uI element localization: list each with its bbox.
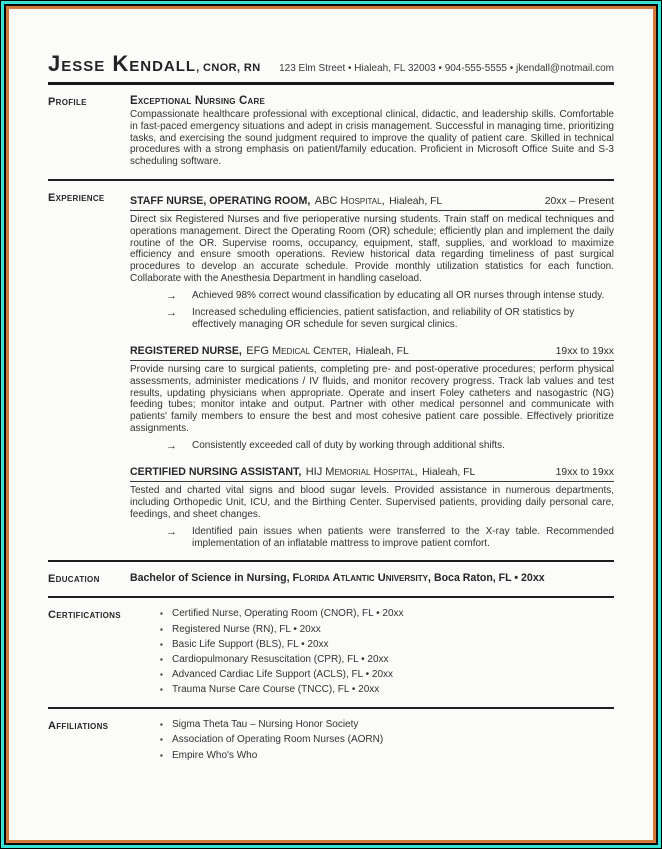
job-location: Hialeah, FL xyxy=(422,467,476,479)
frame-orange-border xyxy=(6,6,656,843)
affiliations-list xyxy=(160,719,614,762)
affiliation-text: Sigma Theta Tau – Nursing Honor Society xyxy=(172,719,359,731)
job-title: STAFF NURSE, OPERATING ROOM, xyxy=(130,194,311,207)
square-bullet-icon: ▪ xyxy=(160,654,163,664)
job-company: ABC Hospital, xyxy=(314,194,385,207)
job-entry xyxy=(130,341,614,452)
achievement-item xyxy=(166,526,614,550)
name-block xyxy=(48,51,261,77)
section-experience xyxy=(48,181,614,560)
achievement-text: Achieved 98% correct wound classification by educating all OR nurses through intense study. xyxy=(192,289,605,301)
affiliations-label: Affiliations xyxy=(48,720,109,733)
certifications-list xyxy=(160,608,614,696)
square-bullet-icon: ▪ xyxy=(160,669,163,679)
job-description: Provide nursing care to surgical patients, completing pre- and post-operative procedures; perform physical assessments, administer medications / IV fluids, and monitor recovery progress. Track lab values and test results, updating physicians when appropriate. Operate and insert Foley catheters and nasogastric (NG) feeding tubes; monitor intake and output. Partner with other medical personnel and communicate with patients' family members to ensure the best and most cohesive patient care possible. Effectively prioritize assignments. xyxy=(130,364,614,434)
certifications-label: Certifications xyxy=(48,609,121,622)
job-entry xyxy=(130,191,614,331)
square-bullet-icon: ▪ xyxy=(160,750,163,760)
arrow-bullet-icon: → xyxy=(166,289,177,302)
frame-black-border xyxy=(4,4,658,845)
resume-page xyxy=(9,9,653,840)
profile-body: Compassionate healthcare professional with exceptional clinical, didactic, and leadership skills. Comfortable in fast-paced emergency situations and adept in crisis management. Successful in managing time, prioritizing tasks, and exercising the sound judgment required to improve the quality of patient care. Skilled in technical procedures with a strong emphasis on patient/family education. Proficient in Microsoft Office Suite and S-3 scheduling software. xyxy=(130,109,614,168)
job-location: Hialeah, FL xyxy=(389,195,443,207)
arrow-bullet-icon: → xyxy=(166,307,177,320)
affiliations-content xyxy=(130,719,614,762)
education-content xyxy=(130,572,614,585)
contact-info: 123 Elm Street • Hialeah, FL 32003 • 904-555-5555 • jkendall@notmail.com xyxy=(279,63,614,74)
candidate-name: Jesse Kendall xyxy=(48,51,197,76)
affiliation-text: Empire Who's Who xyxy=(172,749,258,761)
section-education xyxy=(48,562,614,596)
list-item xyxy=(160,654,614,667)
affiliation-text: Association of Operating Room Nurses (AORN) xyxy=(172,734,384,746)
square-bullet-icon: ▪ xyxy=(160,720,163,730)
resume-header xyxy=(48,51,614,77)
certification-text: Basic Life Support (BLS), FL • 20xx xyxy=(172,638,329,650)
job-description: Direct six Registered Nurses and five perioperative nursing students. Train staff on medical techniques and operations management. Direct the Operating Room (OR) schedule; efficiently plan and implement the daily routine of the OR. Supervise rooms, occupancy, equipment, staff, supplies, and workload to maximize efficiency and ensure smooth operations. Review historical data regarding timeliness of past surgical procedures to develop an accurate schedule. Provide monthly utilization statistics for each function. Collaborate with the Anesthesia Department in handling caseload. xyxy=(130,213,614,284)
list-item xyxy=(160,684,614,697)
achievement-item xyxy=(166,440,614,453)
job-company: EFG Medical Center, xyxy=(246,345,352,357)
experience-content xyxy=(130,191,614,549)
frame-cyan-border xyxy=(1,1,661,848)
achievement-text: Increased scheduling efficiencies, patient satisfaction, and reliability of OR statistics by effectively managing OR schedule for seven surgical clinics. xyxy=(192,307,575,331)
list-item xyxy=(160,639,614,652)
job-company: HIJ Memorial Hospital, xyxy=(305,466,418,479)
achievement-item xyxy=(166,307,614,331)
job-location: Hialeah, FL xyxy=(355,346,409,357)
job-title: CERTIFIED NURSING ASSISTANT, xyxy=(130,466,302,479)
candidate-credentials: , CNOR, RN xyxy=(196,62,261,74)
education-detail: Boca Raton, FL • 20xx xyxy=(433,572,545,585)
education-label: Education xyxy=(48,573,100,586)
list-item xyxy=(160,669,614,682)
certification-text: Registered Nurse (RN), FL • 20xx xyxy=(172,623,321,635)
profile-label: Profile xyxy=(48,96,87,108)
job-heading xyxy=(130,462,614,482)
list-item xyxy=(160,734,614,747)
job-heading-left xyxy=(130,341,409,359)
education-degree: Bachelor of Science in Nursing, xyxy=(130,572,290,585)
profile-content xyxy=(130,95,614,168)
achievement-text: Identified pain issues when patients were transferred to the X-ray table. Recommended implementation of an inflatable mattress to improve patient comfort. xyxy=(192,525,614,549)
list-item xyxy=(160,624,614,637)
certification-text: Trauma Nurse Care Course (TNCC), FL • 20xx xyxy=(172,683,380,695)
job-heading-left xyxy=(130,191,442,209)
list-item xyxy=(160,719,614,732)
profile-headline: Exceptional Nursing Care xyxy=(130,95,266,107)
square-bullet-icon: ▪ xyxy=(160,735,163,745)
job-dates: 19xx to 19xx xyxy=(555,467,614,479)
job-heading-left xyxy=(130,462,475,480)
education-entry xyxy=(130,572,614,584)
section-profile xyxy=(48,85,614,179)
square-bullet-icon: ▪ xyxy=(160,624,163,634)
arrow-bullet-icon: → xyxy=(166,525,177,538)
certification-text: Cardiopulmonary Resuscitation (CPR), FL • 20xx xyxy=(172,653,389,665)
square-bullet-icon: ▪ xyxy=(160,639,163,649)
certification-text: Certified Nurse, Operating Room (CNOR), FL • 20xx xyxy=(172,608,404,620)
experience-label: Experience xyxy=(48,191,105,204)
job-title: REGISTERED NURSE, xyxy=(130,345,242,357)
section-affiliations xyxy=(48,709,614,773)
certifications-content xyxy=(130,608,614,696)
job-entry xyxy=(130,462,614,549)
education-school: Florida Atlantic University, xyxy=(292,572,431,585)
job-description: Tested and charted vital signs and blood sugar levels. Provided assistance in numerous departments, including Orthopedic Unit, ICU, and the Birthing Center. Supervised patients, providing daily personal care, feedings, and sheet changes. xyxy=(130,485,614,521)
achievement-item xyxy=(166,290,614,303)
job-dates: 19xx to 19xx xyxy=(555,346,614,357)
square-bullet-icon: ▪ xyxy=(160,609,163,619)
section-certifications xyxy=(48,598,614,707)
job-heading xyxy=(130,191,614,211)
arrow-bullet-icon: → xyxy=(166,439,177,452)
job-heading xyxy=(130,341,614,361)
square-bullet-icon: ▪ xyxy=(160,684,163,694)
list-item xyxy=(160,608,614,621)
achievement-text: Consistently exceeded call of duty by working through additional shifts. xyxy=(192,439,505,451)
job-dates: 20xx – Present xyxy=(544,195,614,207)
certification-text: Advanced Cardiac Life Support (ACLS), FL • 20xx xyxy=(172,668,394,680)
list-item xyxy=(160,750,614,763)
